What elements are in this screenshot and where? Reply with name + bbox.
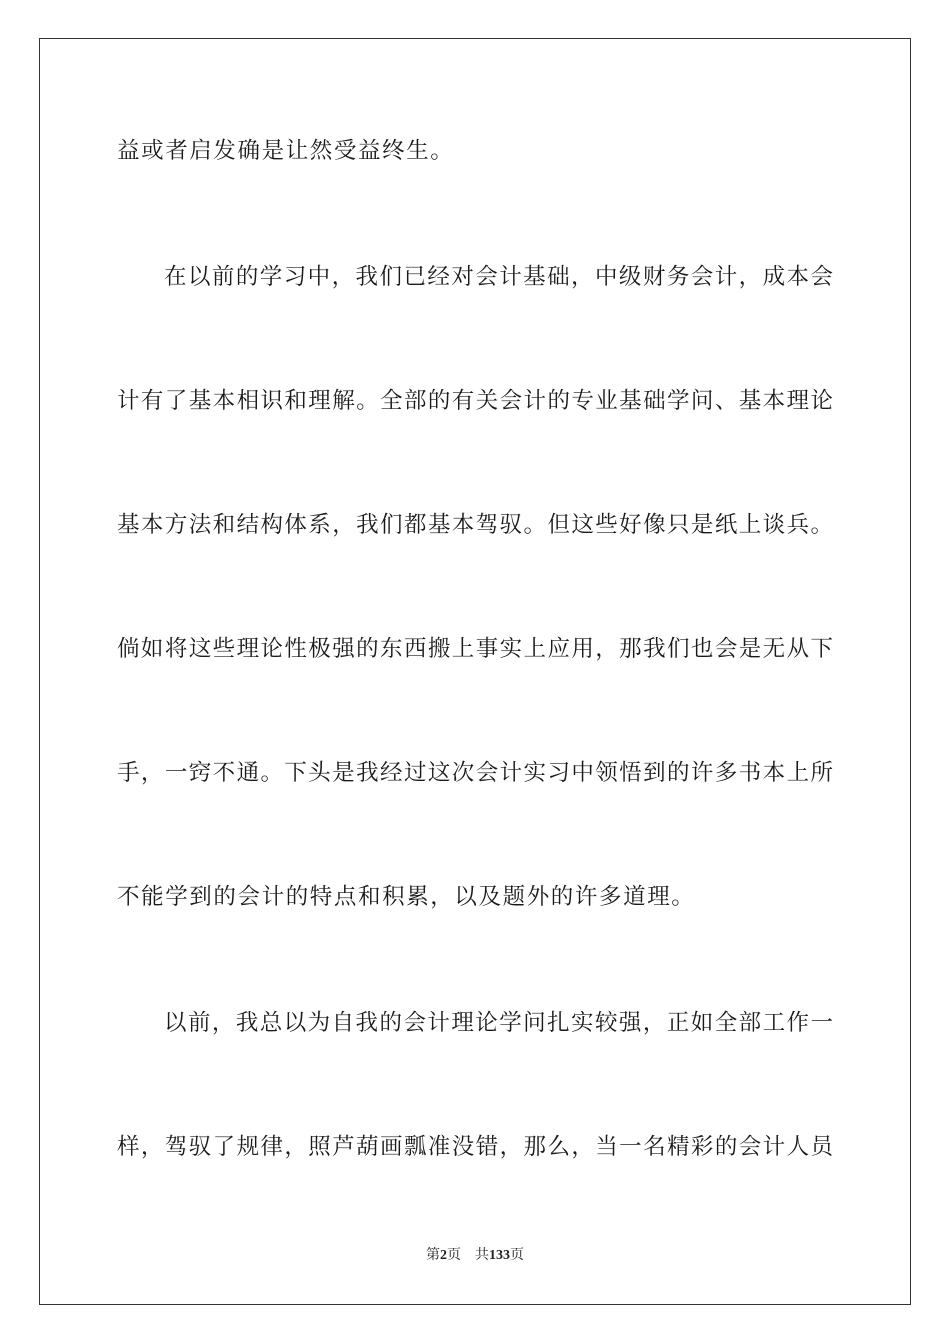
total-prefix: 共: [475, 1248, 489, 1263]
paragraph-line: 不能学到的会计的特点和积累，以及题外的许多道理。: [117, 884, 696, 910]
paragraph-line: 样，驾驭了规律，照芦葫画瓢准没错，那么，当一名精彩的会计人员: [117, 1134, 833, 1160]
paragraph-line: 益或者启发确是让然受益终生。: [117, 138, 455, 164]
page-border: [39, 38, 911, 1305]
paragraph-line: 手，一窍不通。下头是我经过这次会计实习中领悟到的许多书本上所: [117, 760, 833, 786]
paragraph-line: 在以前的学习中，我们已经对会计基础，中级财务会计，成本会: [164, 264, 833, 290]
total-suffix: 页: [510, 1248, 524, 1263]
paragraph-line: 以前，我总以为自我的会计理论学问扎实较强，正如全部工作一: [164, 1010, 833, 1036]
page-number: 2: [440, 1248, 447, 1263]
total-pages: 133: [489, 1248, 510, 1263]
page-prefix: 第: [426, 1248, 440, 1263]
page-footer: [0, 1247, 950, 1265]
paragraph-line: 基本方法和结构体系，我们都基本驾驭。但这些好像只是纸上谈兵。: [117, 512, 833, 538]
page-suffix: 页: [447, 1248, 461, 1263]
paragraph-line: 计有了基本相识和理解。全部的有关会计的专业基础学问、基本理论: [117, 388, 833, 414]
paragraph-line: 倘如将这些理论性极强的东西搬上事实上应用，那我们也会是无从下: [117, 636, 833, 662]
